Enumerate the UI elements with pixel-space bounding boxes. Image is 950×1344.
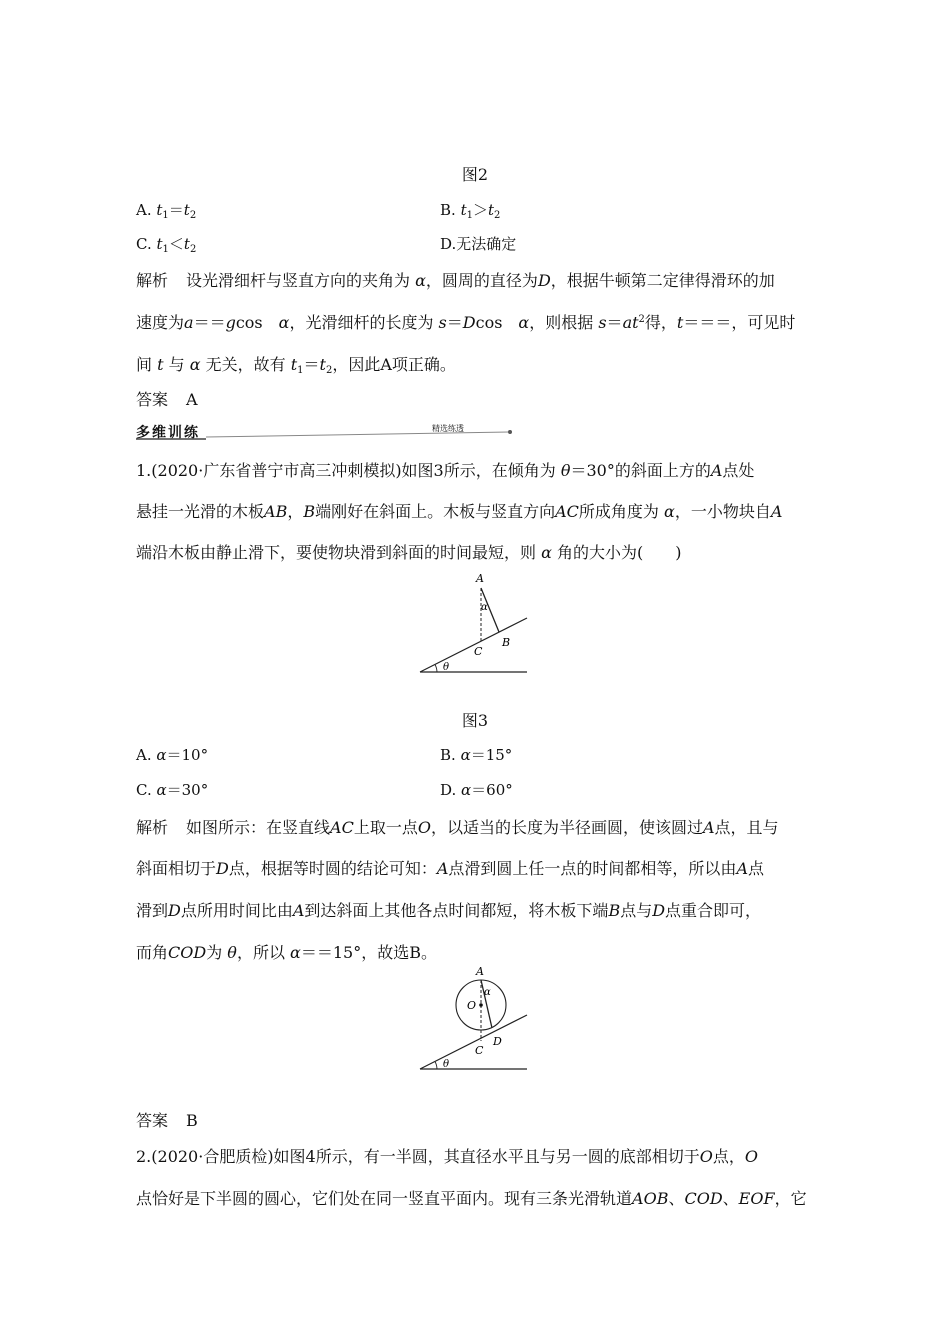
explanation-line-2: 速度为a＝＝gcos α，光滑细杆的长度为 s＝Dcos α，则根据 $s=at^2$得，t＝＝＝，可见时 bbox=[136, 313, 796, 332]
label-c: C bbox=[475, 1044, 484, 1057]
q1-option-a: A. α＝10° bbox=[136, 746, 209, 764]
q1-explanation-line-3: 滑到D点所用时间比由A到达斜面上其他各点时间都短，将木板下端B点与D点重合即可， bbox=[136, 901, 762, 920]
center-point-o bbox=[479, 1003, 483, 1007]
q1-explanation-line-2: 斜面相切于D点，根据等时圆的结论可知：A点滑到圆上任一点的时间都相等，所以由A点 bbox=[136, 859, 765, 878]
option-b: B. $t_1>t_2$ bbox=[440, 201, 501, 221]
theta-arc bbox=[435, 1062, 437, 1070]
banner-title: 多维训练 bbox=[136, 425, 200, 441]
option-d: D.无法确定 bbox=[440, 235, 517, 253]
theta-arc bbox=[435, 665, 437, 673]
label-b: B bbox=[502, 636, 511, 649]
explanation-line-1: 解析 设光滑细杆与竖直方向的夹角为 α，圆周的直径为D，根据牛顿第二定律得滑环的加 bbox=[136, 271, 775, 290]
label-a: A bbox=[476, 572, 484, 585]
question-1-line-3: 端沿木板由静止滑下，要使物块滑到斜面的时间最短，则 α 角的大小为( ) bbox=[136, 543, 682, 562]
answer-line: 答案 A bbox=[136, 390, 198, 409]
q1-explanation-line-4: 而角COD为 θ，所以 α＝＝15°，故选B。 bbox=[136, 943, 437, 962]
question-2-line-2: 点恰好是下半圆的圆心，它们处在同一竖直平面内。现有三条光滑轨道AOB、COD、EOF，它 bbox=[136, 1189, 807, 1208]
banner-tag: 精选练透 bbox=[432, 424, 464, 433]
label-theta: θ bbox=[443, 1059, 450, 1070]
label-o: O bbox=[467, 999, 477, 1012]
label-alpha: α bbox=[481, 602, 488, 613]
label-a: A bbox=[476, 965, 484, 978]
option-c: C. $t_1<t_2$ bbox=[136, 235, 197, 255]
option-a: A. $t_1=t_2$ bbox=[136, 201, 197, 221]
question-1-line-2: 悬挂一光滑的木板AB，B端刚好在斜面上。木板与竖直方向AC所成角度为 α，一小物块自A bbox=[136, 502, 783, 521]
label-d: D bbox=[493, 1035, 502, 1048]
q1-option-c: C. α＝30° bbox=[136, 781, 209, 799]
question-1-line-1: 1.(2020·广东省普宁市高三冲刺模拟)如图3所示，在倾角为 θ＝30°的斜面上方的A点处 bbox=[136, 461, 755, 480]
label-c: C bbox=[474, 645, 483, 658]
q1-option-b: B. α＝15° bbox=[440, 746, 513, 764]
section-banner bbox=[136, 422, 516, 442]
label-alpha: α bbox=[484, 987, 491, 998]
q1-answer-line: 答案 B bbox=[136, 1111, 198, 1130]
q1-option-d: D. α＝60° bbox=[440, 781, 513, 799]
figure-2-caption: 图2 bbox=[461, 165, 489, 184]
figure-3-caption: 图3 bbox=[461, 711, 489, 730]
question-2-line-1: 2.(2020·合肥质检)如图4所示，有一半圆，其直径水平且与另一圆的底部相切于O点，O bbox=[136, 1147, 759, 1166]
solution-diagram bbox=[415, 965, 535, 1077]
explanation-line-3: 间 t 与 α 无关，故有 $t_1=t_2$，因此A项正确。 bbox=[136, 355, 456, 376]
incline-line bbox=[420, 1015, 527, 1069]
figure-3-diagram bbox=[415, 570, 535, 680]
label-theta: θ bbox=[443, 662, 450, 673]
q1-explanation-line-1: 解析 如图所示：在竖直线AC上取一点O，以适当的长度为半径画圆，使该圆过A点，且与 bbox=[136, 818, 779, 837]
